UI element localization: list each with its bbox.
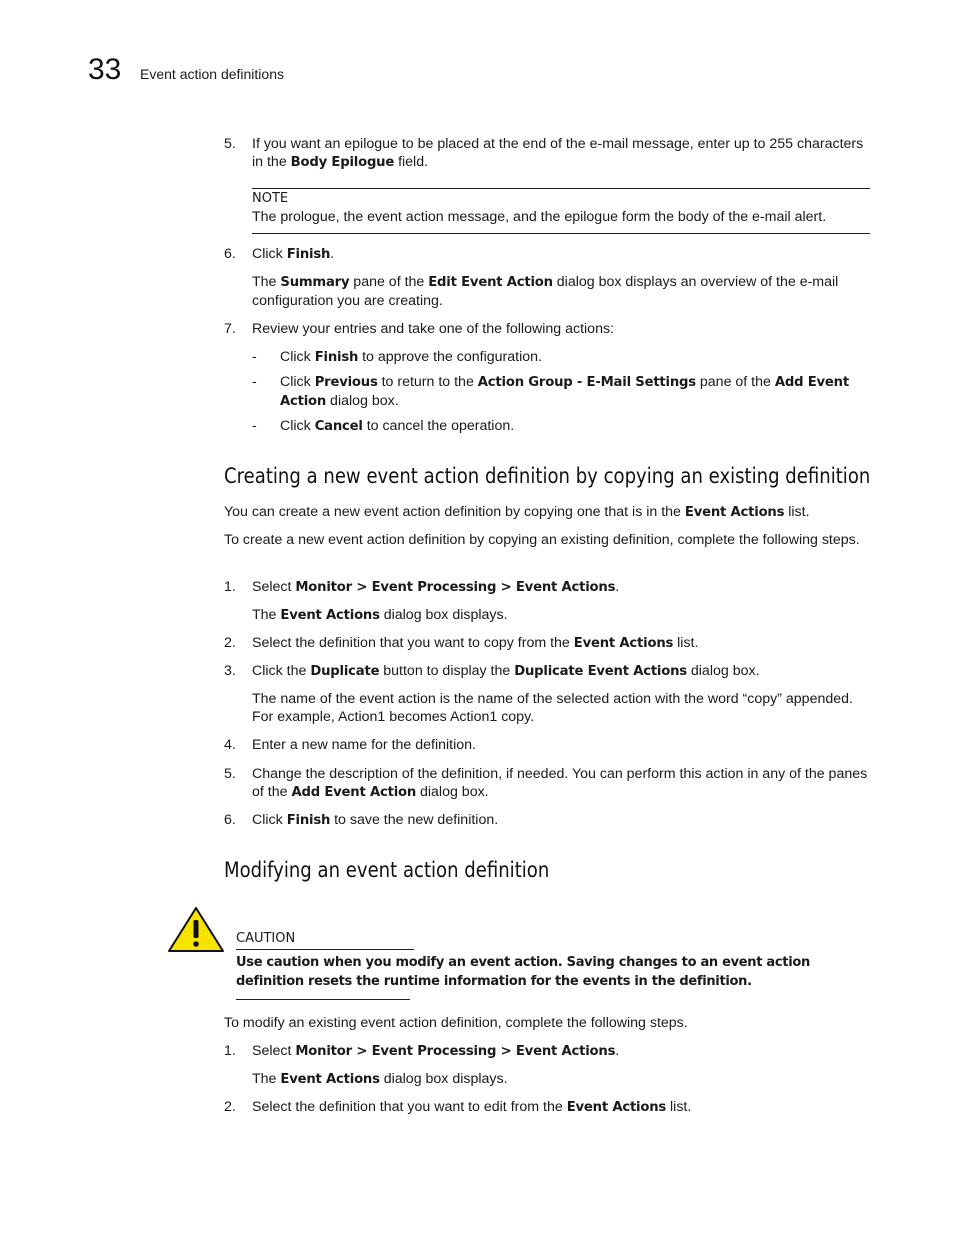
step-detail: The name of the event action is the name of the selected action with the word “copy” appended. For example, Action1 becomes Action1 copy.	[252, 691, 853, 726]
step-number: 7.	[224, 321, 236, 337]
step-number: 6.	[224, 246, 236, 262]
caution-text: Use caution when you modify an event action. Saving changes to an event action definition resets the runtime information for the events in the definition.	[236, 955, 810, 989]
step-number: 1.	[224, 579, 236, 595]
warning-triangle-icon	[167, 906, 225, 953]
step-number: 2.	[224, 1099, 236, 1115]
step-number: 1.	[224, 1043, 236, 1059]
note-top-rule	[252, 188, 870, 189]
step-text: Select the definition that you want to edit from the Event Actions list.	[252, 1099, 692, 1115]
step-detail: The Event Actions dialog box displays.	[252, 1071, 508, 1087]
bullet-dash: -	[252, 349, 257, 365]
caution-label: CAUTION	[236, 931, 296, 946]
caution-bottom-rule	[236, 999, 410, 1000]
note-label: NOTE	[252, 191, 289, 206]
note-bottom-rule	[252, 233, 870, 234]
bullet-item: Click Cancel to cancel the operation.	[280, 418, 515, 434]
step-text: If you want an epilogue to be placed at the end of the e-mail message, enter up to 255 characters in the Body Epilogue field.	[252, 136, 864, 171]
chapter-number: 33	[88, 53, 122, 86]
step-number: 2.	[224, 635, 236, 651]
step-number: 5.	[224, 766, 236, 782]
step-number: 3.	[224, 663, 236, 679]
step-text: Click the Duplicate button to display the Duplicate Event Actions dialog box.	[252, 663, 760, 679]
step-text: Change the description of the definition, if needed. You can perform this action in any of the panes of the Add Event Action dialog box.	[252, 766, 868, 801]
step-number: 6.	[224, 812, 236, 828]
section-heading: Creating a new event action definition by copying an existing definition	[224, 464, 871, 488]
step-detail: The Summary pane of the Edit Event Action dialog box displays an overview of the e-mail configuration you are creating.	[252, 274, 839, 310]
step-text: Enter a new name for the definition.	[252, 737, 476, 753]
step-text: Review your entries and take one of the following actions:	[252, 321, 614, 337]
step-text: Click Finish.	[252, 246, 335, 262]
chapter-title: Event action definitions	[140, 66, 284, 82]
step-text: Select the definition that you want to copy from the Event Actions list.	[252, 635, 699, 651]
step-text: Click Finish to save the new definition.	[252, 812, 499, 828]
paragraph: To modify an existing event action definition, complete the following steps.	[224, 1015, 688, 1031]
bullet-item: Click Previous to return to the Action Group - E-Mail Settings pane of the Add Event Action dialog box.	[280, 374, 849, 410]
section-heading: Modifying an event action definition	[224, 858, 550, 882]
note-text: The prologue, the event action message, and the epilogue form the body of the e-mail alert.	[252, 209, 827, 225]
bullet-dash: -	[252, 374, 257, 390]
paragraph: To create a new event action definition by copying an existing definition, complete the following steps.	[224, 532, 860, 548]
paragraph: You can create a new event action definition by copying one that is in the Event Actions list.	[224, 504, 810, 520]
caution-top-rule	[236, 949, 414, 950]
step-number: 4.	[224, 737, 236, 753]
step-text: Select Monitor > Event Processing > Event Actions.	[252, 579, 620, 595]
bullet-dash: -	[252, 418, 257, 434]
step-detail: The Event Actions dialog box displays.	[252, 607, 508, 623]
step-text: Select Monitor > Event Processing > Event Actions.	[252, 1043, 620, 1059]
step-number: 5.	[224, 136, 236, 152]
bullet-item: Click Finish to approve the configuration.	[280, 349, 542, 365]
